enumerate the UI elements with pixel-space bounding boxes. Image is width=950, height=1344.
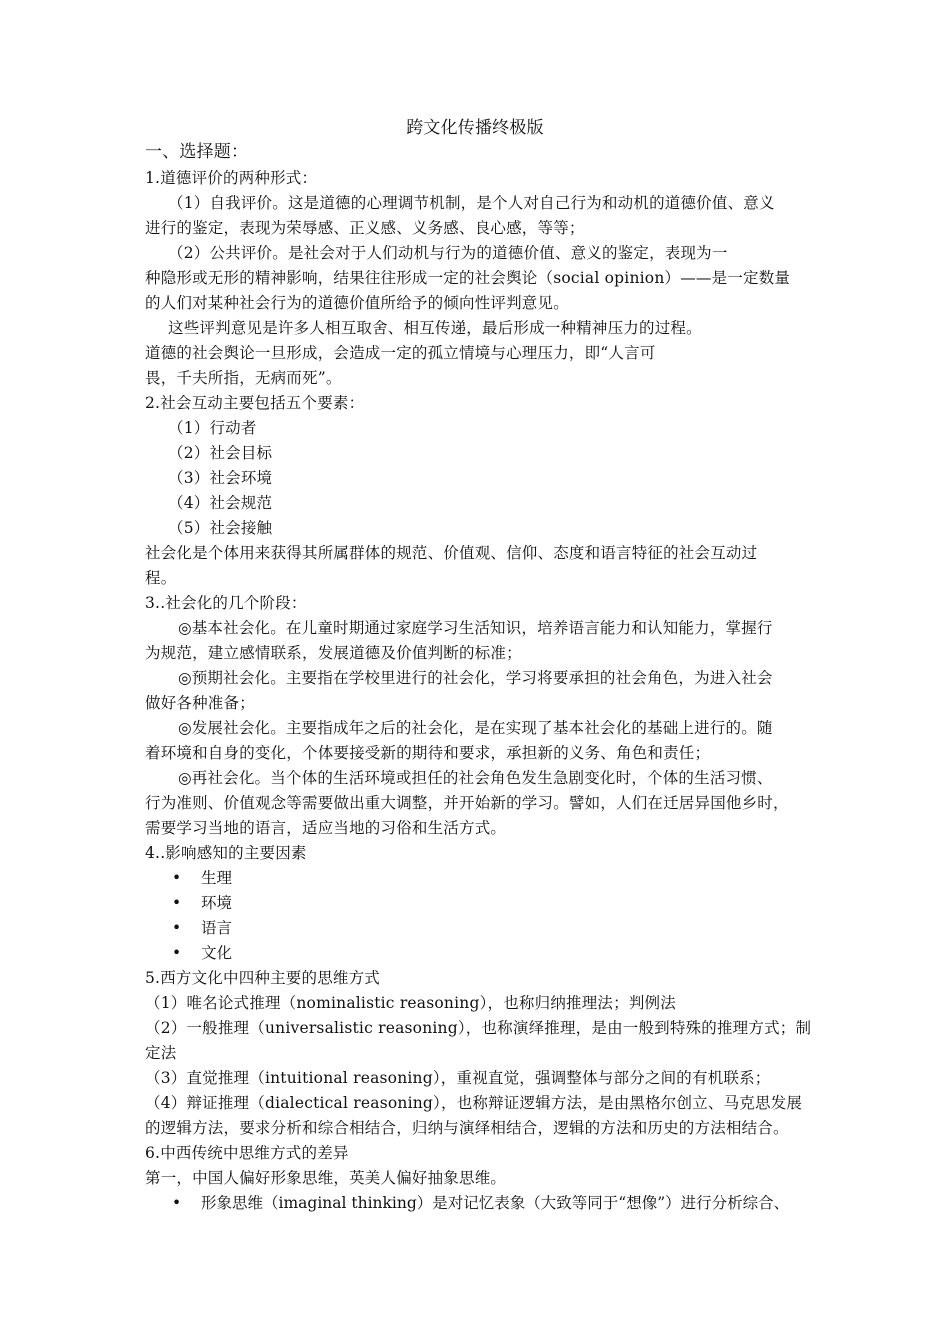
question-heading: 6.中西传统中思维方式的差异 [145,1144,349,1162]
bullet-marker: • [172,1194,182,1212]
bullet-item: 文化 [201,944,233,962]
section-heading: 一、选择题： [145,142,249,162]
paragraph-line: ◎发展社会化。主要指成年之后的社会化，是在实现了基本社会化的基础上进行的。随 [178,719,773,737]
paragraph-line: （2）公共评价。是社会对于人们动机与行为的道德价值、意义的鉴定，表现为一 [168,244,728,262]
bullet-marker: • [172,944,182,962]
question-heading: 4..影响感知的主要因素 [145,844,307,862]
question-heading: 5.西方文化中四种主要的思维方式 [145,969,380,987]
paragraph-line: 畏，千夫所指，无病而死”。 [145,369,342,387]
question-heading: 1.道德评价的两种形式： [145,169,318,187]
question-heading: 3..社会化的几个阶段： [145,594,307,612]
list-item: （3）社会环境 [168,469,273,487]
paragraph-line: 道德的社会舆论一旦形成，会造成一定的孤立情境与心理压力，即“人言可 [145,344,656,362]
paragraph-line: ◎再社会化。当个体的生活环境或担任的社会角色发生急剧变化时，个体的生活习惯、 [178,769,773,787]
bullet-item: 生理 [201,869,233,887]
paragraph-line: 需要学习当地的语言，适应当地的习俗和生活方式。 [145,819,507,837]
paragraph-line: 定法 [145,1044,177,1062]
paragraph-line: （1）唯名论式推理（nominalistic reasoning），也称归纳推理法；判例法 [145,994,676,1012]
bullet-marker: • [172,894,182,912]
list-item: （2）社会目标 [168,444,273,462]
paragraph-line: ◎基本社会化。在儿童时期通过家庭学习生活知识，培养语言能力和认知能力，掌握行 [178,619,773,637]
bullet-marker: • [172,919,182,937]
question-heading: 2.社会互动主要包括五个要素： [145,394,365,412]
list-item: （4）社会规范 [168,494,273,512]
paragraph-line: 的人们对某种社会行为的道德价值所给予的倾向性评判意见。 [145,294,569,312]
bullet-marker: • [172,869,182,887]
paragraph-line: 行为准则、价值观念等需要做出重大调整，并开始新的学习。譬如，人们在迁居异国他乡时， [145,794,789,812]
document-title: 跨文化传播终极版 [406,118,544,138]
paragraph-line: 第一，中国人偏好形象思维，英美人偏好抽象思维。 [145,1169,507,1187]
paragraph-line: ◎预期社会化。主要指在学校里进行的社会化，学习将要承担的社会角色，为进入社会 [178,669,773,687]
list-item: （1）行动者 [168,419,257,437]
bullet-item: 形象思维（imaginal thinking）是对记忆表象（大致等同于“想像”）进行分析综合、 [201,1194,790,1212]
paragraph-line: （3）直觉推理（intuitional reasoning），重视直觉，强调整体与部分之间的有机联系； [145,1069,771,1087]
paragraph-line: 为规范，建立感情联系，发展道德及价值判断的标准； [145,644,522,662]
list-item: （5）社会接触 [168,519,273,537]
paragraph-line: 程。 [145,569,177,587]
paragraph-line: （2）一般推理（universalistic reasoning），也称演绎推理，是由一般到特殊的推理方式；制 [145,1019,812,1037]
paragraph-line: （1）自我评价。这是道德的心理调节机制，是个人对自己行为和动机的道德价值、意义 [168,194,775,212]
bullet-item: 语言 [201,919,233,937]
paragraph-line: 进行的鉴定，表现为荣辱感、正义感、义务感、良心感，等等； [145,219,585,237]
paragraph-line: 做好各种准备； [145,694,255,712]
paragraph-line: （4）辩证推理（dialectical reasoning），也称辩证逻辑方法，是由黑格尔创立、马克思发展 [145,1094,803,1112]
paragraph-line: 这些评判意见是许多人相互取舍、相互传递，最后形成一种精神压力的过程。 [168,319,702,337]
paragraph-line: 种隐形或无形的精神影响，结果往往形成一定的社会舆论（social opinion）——是一定数量 [145,269,791,287]
paragraph-line: 着环境和自身的变化，个体要接受新的期待和要求，承担新的义务、角色和责任； [145,744,711,762]
paragraph-line: 的逻辑方法，要求分析和综合相结合，归纳与演绎相结合，逻辑的方法和历史的方法相结合。 [145,1119,789,1137]
paragraph-line: 社会化是个体用来获得其所属群体的规范、价值观、信仰、态度和语言特征的社会互动过 [145,544,758,562]
bullet-item: 环境 [201,894,233,912]
